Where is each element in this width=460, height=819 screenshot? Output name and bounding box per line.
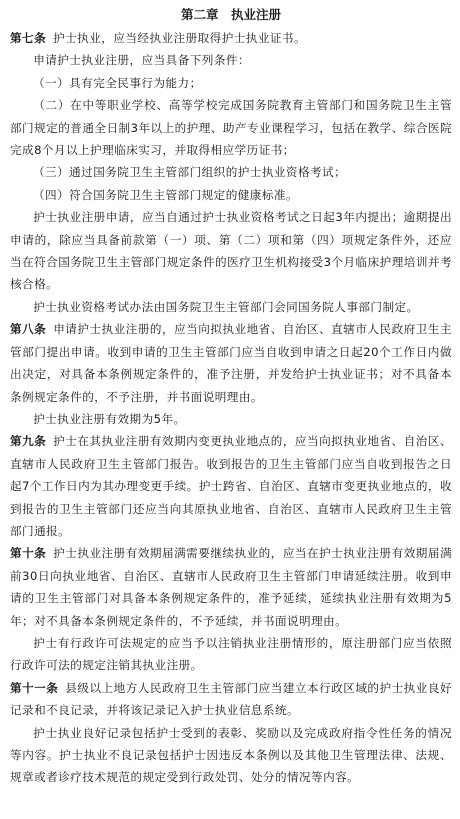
list-item: （一）具有完全民事行为能力；	[33, 75, 202, 90]
list-item: （三）通过国务院卫生主管部门组织的护士执业资格考试；	[33, 165, 347, 180]
article-paragraph	[10, 27, 452, 49]
regulation-body	[10, 27, 452, 789]
article-number: 第九条	[10, 434, 47, 449]
article-paragraph	[10, 318, 452, 408]
body-paragraph: 护士执业注册申请，应当自通过护士执业资格考试之日起3年内提出；逾期提出申请的，除应当具备前款第（一）项、第（二）项和第（四）项规定条件外，还应当在符合国务院卫生主管部门规定条件的医疗卫生机构接受3个月临床护理培训并考核合格。	[10, 210, 452, 292]
article-text: 护士在其执业注册有效期内变更执业地点的，应当向拟执业地省、自治区、直辖市人民政府卫生主管部门报告。收到报告的卫生主管部门应当自收到报告之日起7个工作日内为其办理变更手续。护士跨省、自治区、直辖市变更执业地点的，收到报告的卫生主管部门还应当向其原执业地省、自治区、直辖市人民政府卫生主管部门通报。	[10, 434, 452, 538]
body-paragraph: 护士执业注册有效期为5年。	[33, 411, 186, 426]
article-number: 第十一条	[10, 680, 59, 695]
article-text: 县级以上地方人民政府卫生主管部门应当建立本行政区域的护士执业良好记录和不良记录，并将该记录记入护士执业信息系统。	[10, 680, 452, 718]
article-number: 第十条	[10, 546, 47, 561]
article-text: 护士执业注册有效期届满需要继续执业的，应当在护士执业注册有效期届满前30日向执业地省、自治区、直辖市人民政府卫生主管部门申请延续注册。收到申请的卫生主管部门对具备本条例规定条件的，准予延续，延续执业注册有效期为5年；对不具备本条例规定条件的，不予延续，并书面说明理由。	[10, 546, 452, 628]
chapter-title: 第二章 执业注册	[180, 7, 281, 22]
article-paragraph	[10, 677, 452, 722]
body-paragraph: 申请护士执业注册，应当具备下列条件：	[33, 53, 250, 68]
body-paragraph: 护士执业良好记录包括护士受到的表彰、奖励以及完成政府指令性任务的情况等内容。护士执业不良记录包括护士因违反本条例以及其他卫生管理法律、法规、规章或者诊疗技术规范的规定受到行政处罚、处分的情况等内容。	[10, 725, 452, 785]
article-number: 第八条	[10, 322, 47, 337]
body-paragraph: 护士有行政许可法规定的应当予以注销执业注册情形的，原注册部门应当依照行政许可法的规定注销其执业注册。	[10, 635, 452, 673]
article-text: 申请护士执业注册的，应当向拟执业地省、自治区、直辖市人民政府卫生主管部门提出申请。收到申请的卫生主管部门应当自收到申请之日起20个工作日内做出决定，对具备本条例规定条件的，准予注册，并发给护士执业证书；对不具备本条例规定条件的，不予注册，并书面说明理由。	[10, 322, 452, 404]
body-paragraph: （二）在中等职业学校、高等学校完成国务院教育主管部门和国务院卫生主管部门规定的普通全日制3年以上的护理、助产专业课程学习，包括在教学、综合医院完成8个月以上护理临床实习，并取得相应学历证书；	[10, 98, 452, 158]
article-paragraph	[10, 430, 452, 542]
article-number: 第七条	[10, 31, 47, 45]
article-text: 护士执业，应当经执业注册取得护士执业证书。	[53, 31, 307, 45]
list-item: （四）符合国务院卫生主管部门规定的健康标准。	[33, 187, 298, 202]
body-paragraph: 护士执业资格考试办法由国务院卫生主管部门会同国务院人事部门制定。	[33, 299, 419, 314]
article-paragraph	[10, 542, 452, 632]
